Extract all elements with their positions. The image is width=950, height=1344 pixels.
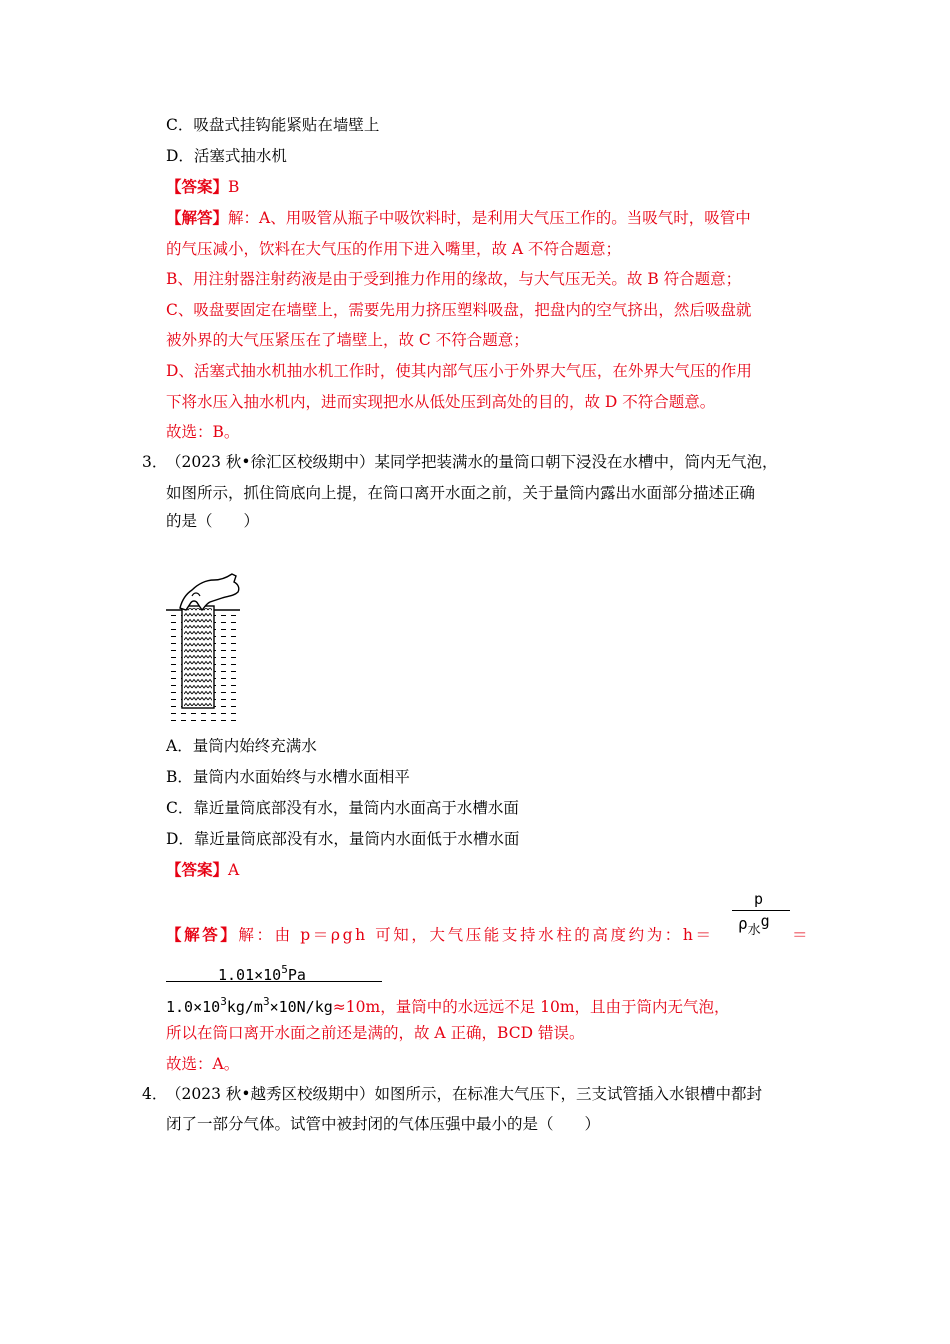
question-stem-1: （2023 秋•越秀区校级期中）如图所示，在标准大气压下，三支试管插入水银槽中都封 [166,1085,763,1103]
explain-tag: 【解答】 [166,925,239,944]
option-d: D．活塞式抽水机 [166,147,287,165]
explain-line-5: 被外界的大气压紧压在了墙壁上，故 C 不符合题意； [166,331,529,349]
question-number: 4． [142,1085,168,1103]
answer-line [166,177,239,197]
question-stem-2: 闭了一部分气体。试管中被封闭的气体压强中最小的是（ ） [166,1115,601,1133]
option-c: C．吸盘式挂钩能紧贴在墙壁上 [166,116,380,134]
answer-value: B [228,178,240,196]
option-d: D．靠近量筒底部没有水，量筒内水面低于水槽水面 [166,830,520,848]
question-stem-2: 如图所示，抓住筒底向上提，在筒口离开水面之前，关于量筒内露出水面部分描述正确 [166,484,756,502]
fraction-denominator: $\rho_水g$ [738,912,770,938]
fraction-2-numerator: $1.01\times 10^5Pa$ [218,963,306,984]
explain-line-1 [166,925,714,945]
explain-tail: ≈10m，量筒中的水远远不足 10m，且由于筒内无气泡， [332,998,730,1016]
answer-line [166,860,239,880]
question-stem-1: （2023 秋•徐汇区校级期中）某同学把装满水的量筒口朝下浸没在水槽中，筒内无气泡， [166,453,778,471]
option-b: B．量筒内水面始终与水槽水面相平 [166,768,410,786]
question-number: 3． [142,453,168,471]
explain-line-6: D、活塞式抽水机抽水机工作时，使其内部气压小于外界大气压，在外界大气压的作用 [166,362,752,380]
explain-line-2 [166,992,730,1017]
explain-line-4: C、吸盘要固定在墙壁上，需要先用力挤压塑料吸盘，把盘内的空气挤出，然后吸盘就 [166,301,752,319]
explain-line-1 [166,208,751,228]
explain-line-2: 的气压减小，饮料在大气压的作用下进入嘴里，故 A 不符合题意； [166,240,622,258]
answer-value: A [228,861,240,879]
fraction-2-bar [166,981,382,982]
answer-tag: 【答案】 [166,177,229,196]
fraction-2-denominator: $1.0\times 10^3kg/m^3\times 10N/kg$ [166,995,333,1016]
option-c: C．靠近量筒底部没有水，量筒内水面高于水槽水面 [166,799,519,817]
explain-line-3: 所以在筒口离开水面之前还是满的，故 A 正确，BCD 错误。 [166,1024,585,1042]
fraction-numerator: p [754,890,764,908]
cylinder-trough-figure [160,570,250,730]
equals-sign: ＝ [792,926,808,944]
question-stem-3: 的是（ ） [166,512,260,530]
explain-tag: 【解答】 [166,208,229,227]
option-a: A．量筒内始终充满水 [166,737,317,755]
explain-line-3: B、用注射器注射药液是由于受到推力作用的缘故，与大气压无关。故 B 符合题意； [166,270,742,288]
explain-text: 解：A、用吸管从瓶子中吸饮料时，是利用大气压工作的。当吸气时，吸管中 [228,209,751,227]
answer-tag: 【答案】 [166,860,229,879]
hand-icon [180,574,239,610]
explain-lead: 解：由 p＝ρgh 可知，大气压能支持水柱的高度约为：h＝ [238,926,714,944]
conclusion: 故选：B。 [166,423,240,441]
conclusion: 故选：A。 [166,1055,240,1073]
fraction-p-over-rho-g [730,890,790,940]
explain-line-7: 下将水压入抽水机内，进而实现把水从低处压到高处的目的，故 D 不符合题意。 [166,393,716,411]
